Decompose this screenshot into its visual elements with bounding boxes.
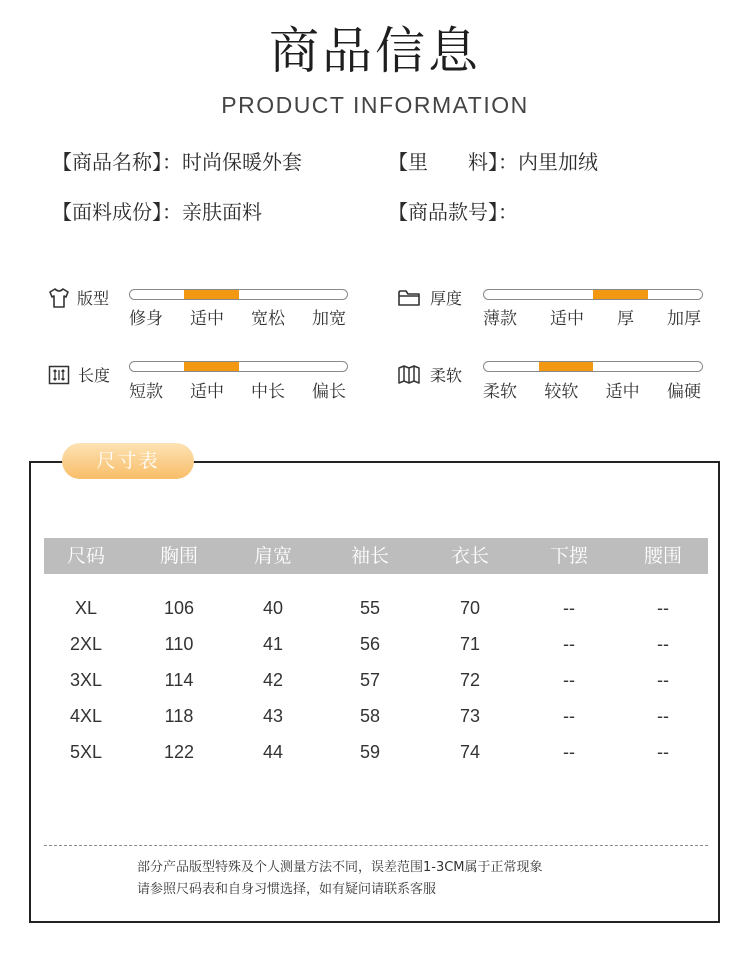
attr-label-length: 长度 <box>78 366 111 385</box>
info-fabric: 【面料成份】：亲肤面料 <box>52 200 262 224</box>
column-header: 袖长 <box>350 545 389 567</box>
softness-option: 偏硬 <box>666 382 701 402</box>
info-style-number: 【商品款号】： <box>388 200 518 224</box>
size-note: 部分产品版型特殊及个人测量方法不同，误差范围1-3CM属于正常现象 <box>137 860 543 875</box>
table-cell: 122 <box>163 742 195 762</box>
fit-scale-options <box>129 307 346 331</box>
fit-option: 宽松 <box>251 309 285 329</box>
table-cell: 118 <box>164 706 194 726</box>
size-label-cell: 2XL <box>69 634 103 654</box>
length-option: 短款 <box>129 382 163 402</box>
length-option: 偏长 <box>312 382 346 402</box>
column-header: 下摆 <box>549 545 588 567</box>
table-cell: -- <box>563 670 575 690</box>
table-cell: 59 <box>359 742 381 762</box>
softness-scale-indicator <box>539 362 594 371</box>
fit-scale-indicator <box>184 290 238 299</box>
length-option: 中长 <box>251 382 285 402</box>
size-label-cell: 5XL <box>69 742 103 762</box>
length-icon <box>47 363 71 387</box>
size-chart-tab: 尺寸表 <box>62 443 194 479</box>
table-cell: 72 <box>459 670 481 690</box>
table-cell: 70 <box>459 598 481 618</box>
shirt-icon <box>47 286 71 310</box>
info-lining: 【里 料】：内里加绒 <box>388 150 598 174</box>
attr-label-thickness: 厚度 <box>430 289 463 308</box>
thickness-scale-track <box>483 289 703 300</box>
size-label-cell: XL <box>74 598 98 618</box>
table-cell: -- <box>563 634 575 654</box>
size-label-cell: 3XL <box>69 670 103 690</box>
length-option: 适中 <box>190 382 224 402</box>
size-chart-panel <box>29 461 720 923</box>
length-scale-options <box>129 380 346 404</box>
table-cell: 71 <box>459 634 481 654</box>
table-cell: 41 <box>262 634 284 654</box>
table-cell: -- <box>657 670 669 690</box>
table-cell: -- <box>657 742 669 762</box>
thickness-option: 加厚 <box>667 309 701 329</box>
table-cell: -- <box>563 598 575 618</box>
table-cell: -- <box>563 706 575 726</box>
table-cell: 55 <box>359 598 381 618</box>
table-cell: 58 <box>359 706 381 726</box>
column-header: 衣长 <box>450 545 489 567</box>
softness-option: 较软 <box>544 382 579 402</box>
table-cell: 73 <box>459 706 481 726</box>
length-scale-track <box>129 361 348 372</box>
thickness-scale-options <box>483 307 701 331</box>
table-cell: 42 <box>262 670 284 690</box>
table-cell: 110 <box>164 634 194 654</box>
table-cell: 114 <box>164 670 194 690</box>
column-header: 腰围 <box>643 545 682 567</box>
table-cell: -- <box>657 598 669 618</box>
info-product-name: 【商品名称】：时尚保暖外套 <box>52 150 302 174</box>
attr-label-fit: 版型 <box>77 289 110 308</box>
thickness-scale-indicator <box>593 290 648 299</box>
table-cell: -- <box>657 706 669 726</box>
fit-option: 适中 <box>190 309 224 329</box>
folder-icon <box>397 286 421 310</box>
table-cell: 40 <box>262 598 284 618</box>
softness-scale-track <box>483 361 703 372</box>
table-cell: 106 <box>163 598 195 618</box>
table-cell: 44 <box>262 742 284 762</box>
fit-scale-track <box>129 289 348 300</box>
page-subtitle: PRODUCT INFORMATION <box>221 92 529 118</box>
fit-option: 加宽 <box>312 309 346 329</box>
table-cell: -- <box>657 634 669 654</box>
table-cell: 74 <box>459 742 481 762</box>
softness-icon <box>397 363 421 387</box>
fit-option: 修身 <box>129 309 163 329</box>
table-cell: 57 <box>359 670 381 690</box>
column-header: 尺码 <box>66 545 105 567</box>
length-scale-indicator <box>184 362 238 371</box>
size-table-header <box>44 538 708 574</box>
thickness-option: 适中 <box>550 309 584 329</box>
table-cell: 43 <box>262 706 284 726</box>
page-title: 商品信息 <box>269 22 481 80</box>
column-header: 肩宽 <box>253 545 292 567</box>
table-cell: -- <box>563 742 575 762</box>
size-note: 请参照尺码表和自身习惯选择，如有疑问请联系客服 <box>137 882 437 897</box>
column-header: 胸围 <box>159 545 198 567</box>
softness-option: 适中 <box>605 382 640 402</box>
attr-label-softness: 柔软 <box>430 366 463 385</box>
divider <box>44 845 708 846</box>
softness-scale-options <box>483 380 701 404</box>
thickness-option: 厚 <box>617 309 634 329</box>
size-label-cell: 4XL <box>69 706 103 726</box>
table-cell: 56 <box>359 634 381 654</box>
softness-option: 柔软 <box>483 382 517 402</box>
thickness-option: 薄款 <box>483 309 517 329</box>
